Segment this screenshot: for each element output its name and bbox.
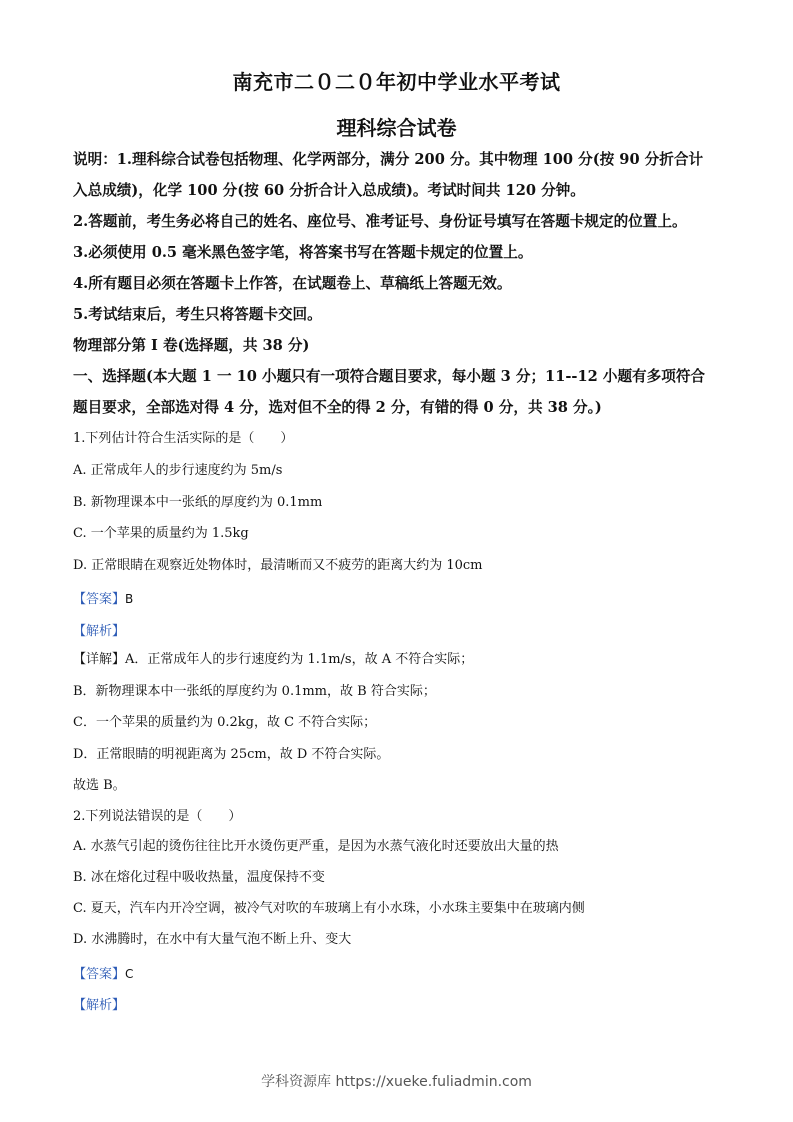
- detail-tag: 【详解】: [73, 652, 126, 667]
- instruction-line-6: 5.考试结束后，考生只将答题卡交回。: [73, 306, 322, 323]
- instruction-line-3: 2.答题前，考生务必将自己的姓名、座位号、准考证号、身份证号填写在答题卡规定的位置上。: [73, 213, 687, 230]
- exam-subtitle: 理科综合试卷: [336, 116, 457, 140]
- question-2-option-a: A. 水蒸气引起的烫伤往往比开水烫伤更严重，是因为水蒸气液化时还要放出大量的热: [73, 839, 559, 854]
- question-1-detail-b: B．新物理课本中一张纸的厚度约为 0.1mm，故 B 符合实际；: [73, 684, 436, 699]
- question-1-option-a: A. 正常成年人的步行速度约为 5m/s: [73, 463, 283, 478]
- question-1-option-d: D. 正常眼睛在观察近处物体时，最清晰而又不疲劳的距离大约为 10cm: [73, 558, 483, 573]
- instruction-line-1: 说明：1.理科综合试卷包括物理、化学两部分，满分 200 分。其中物理 100 分(按 90 分折合计: [73, 151, 704, 168]
- part-title: 物理部分第 I 卷(选择题，共 38 分): [73, 337, 310, 354]
- instruction-line-4: 3.必须使用 0.5 毫米黑色签字笔，将答案书写在答题卡规定的位置上。: [73, 244, 533, 261]
- section-heading-line-1: 一、选择题(本大题 1 一 10 小题只有一项符合题目要求，每小题 3 分；11--12 小题有多项符合: [73, 368, 706, 385]
- answer-tag: 【答案】: [73, 592, 126, 607]
- question-2-answer: [73, 963, 133, 982]
- question-1-stem: 1.下列估计符合生活实际的是（ ）: [73, 431, 294, 446]
- question-1-conclusion: 故选 B。: [73, 778, 126, 793]
- question-2-option-b: B. 冰在熔化过程中吸收热量，温度保持不变: [73, 870, 325, 885]
- question-2-option-d: D. 水沸腾时，在水中有大量气泡不断上升、变大: [73, 932, 352, 947]
- question-1-detail-a: [73, 651, 473, 669]
- question-1-detail-d: D．正常眼睛的明视距离为 25cm，故 D 不符合实际。: [73, 747, 390, 762]
- answer-value: C: [125, 967, 134, 981]
- answer-value: B: [125, 592, 134, 606]
- question-1-option-c: C. 一个苹果的质量约为 1.5kg: [73, 526, 249, 541]
- question-2-option-c: C. 夏天，汽车内开冷空调，被冷气对吹的车玻璃上有小水珠，小水珠主要集中在玻璃内侧: [73, 901, 585, 916]
- section-heading-line-2: 题目要求，全部选对得 4 分，选对但不全的得 2 分，有错的得 0 分，共 38 分。): [73, 399, 602, 416]
- instruction-line-2: 入总成绩)，化学 100 分(按 60 分折合计入总成绩)。考试时间共 120 分钟。: [73, 182, 585, 199]
- question-1-detail-c: C．一个苹果的质量约为 0.2kg，故 C 不符合实际；: [73, 715, 377, 730]
- footer-watermark: 学科资源库 https://xueke.fuliadmin.com: [261, 1074, 532, 1090]
- question-1-analysis: [73, 620, 125, 639]
- detail-text-a: A．正常成年人的步行速度约为 1.1m/s，故 A 不符合实际；: [125, 652, 474, 667]
- answer-tag: 【答案】: [73, 967, 126, 982]
- question-2-stem: 2.下列说法错误的是（ ）: [73, 809, 242, 824]
- exam-title: 南充市二０二０年初中学业水平考试: [232, 70, 561, 94]
- question-1-answer: [73, 588, 133, 607]
- question-1-option-b: B. 新物理课本中一张纸的厚度约为 0.1mm: [73, 495, 323, 510]
- analysis-tag: 【解析】: [73, 998, 126, 1013]
- question-2-analysis: [73, 994, 125, 1013]
- instruction-line-5: 4.所有题目必须在答题卡上作答，在试题卷上、草稿纸上答题无效。: [73, 275, 512, 292]
- analysis-tag: 【解析】: [73, 624, 126, 639]
